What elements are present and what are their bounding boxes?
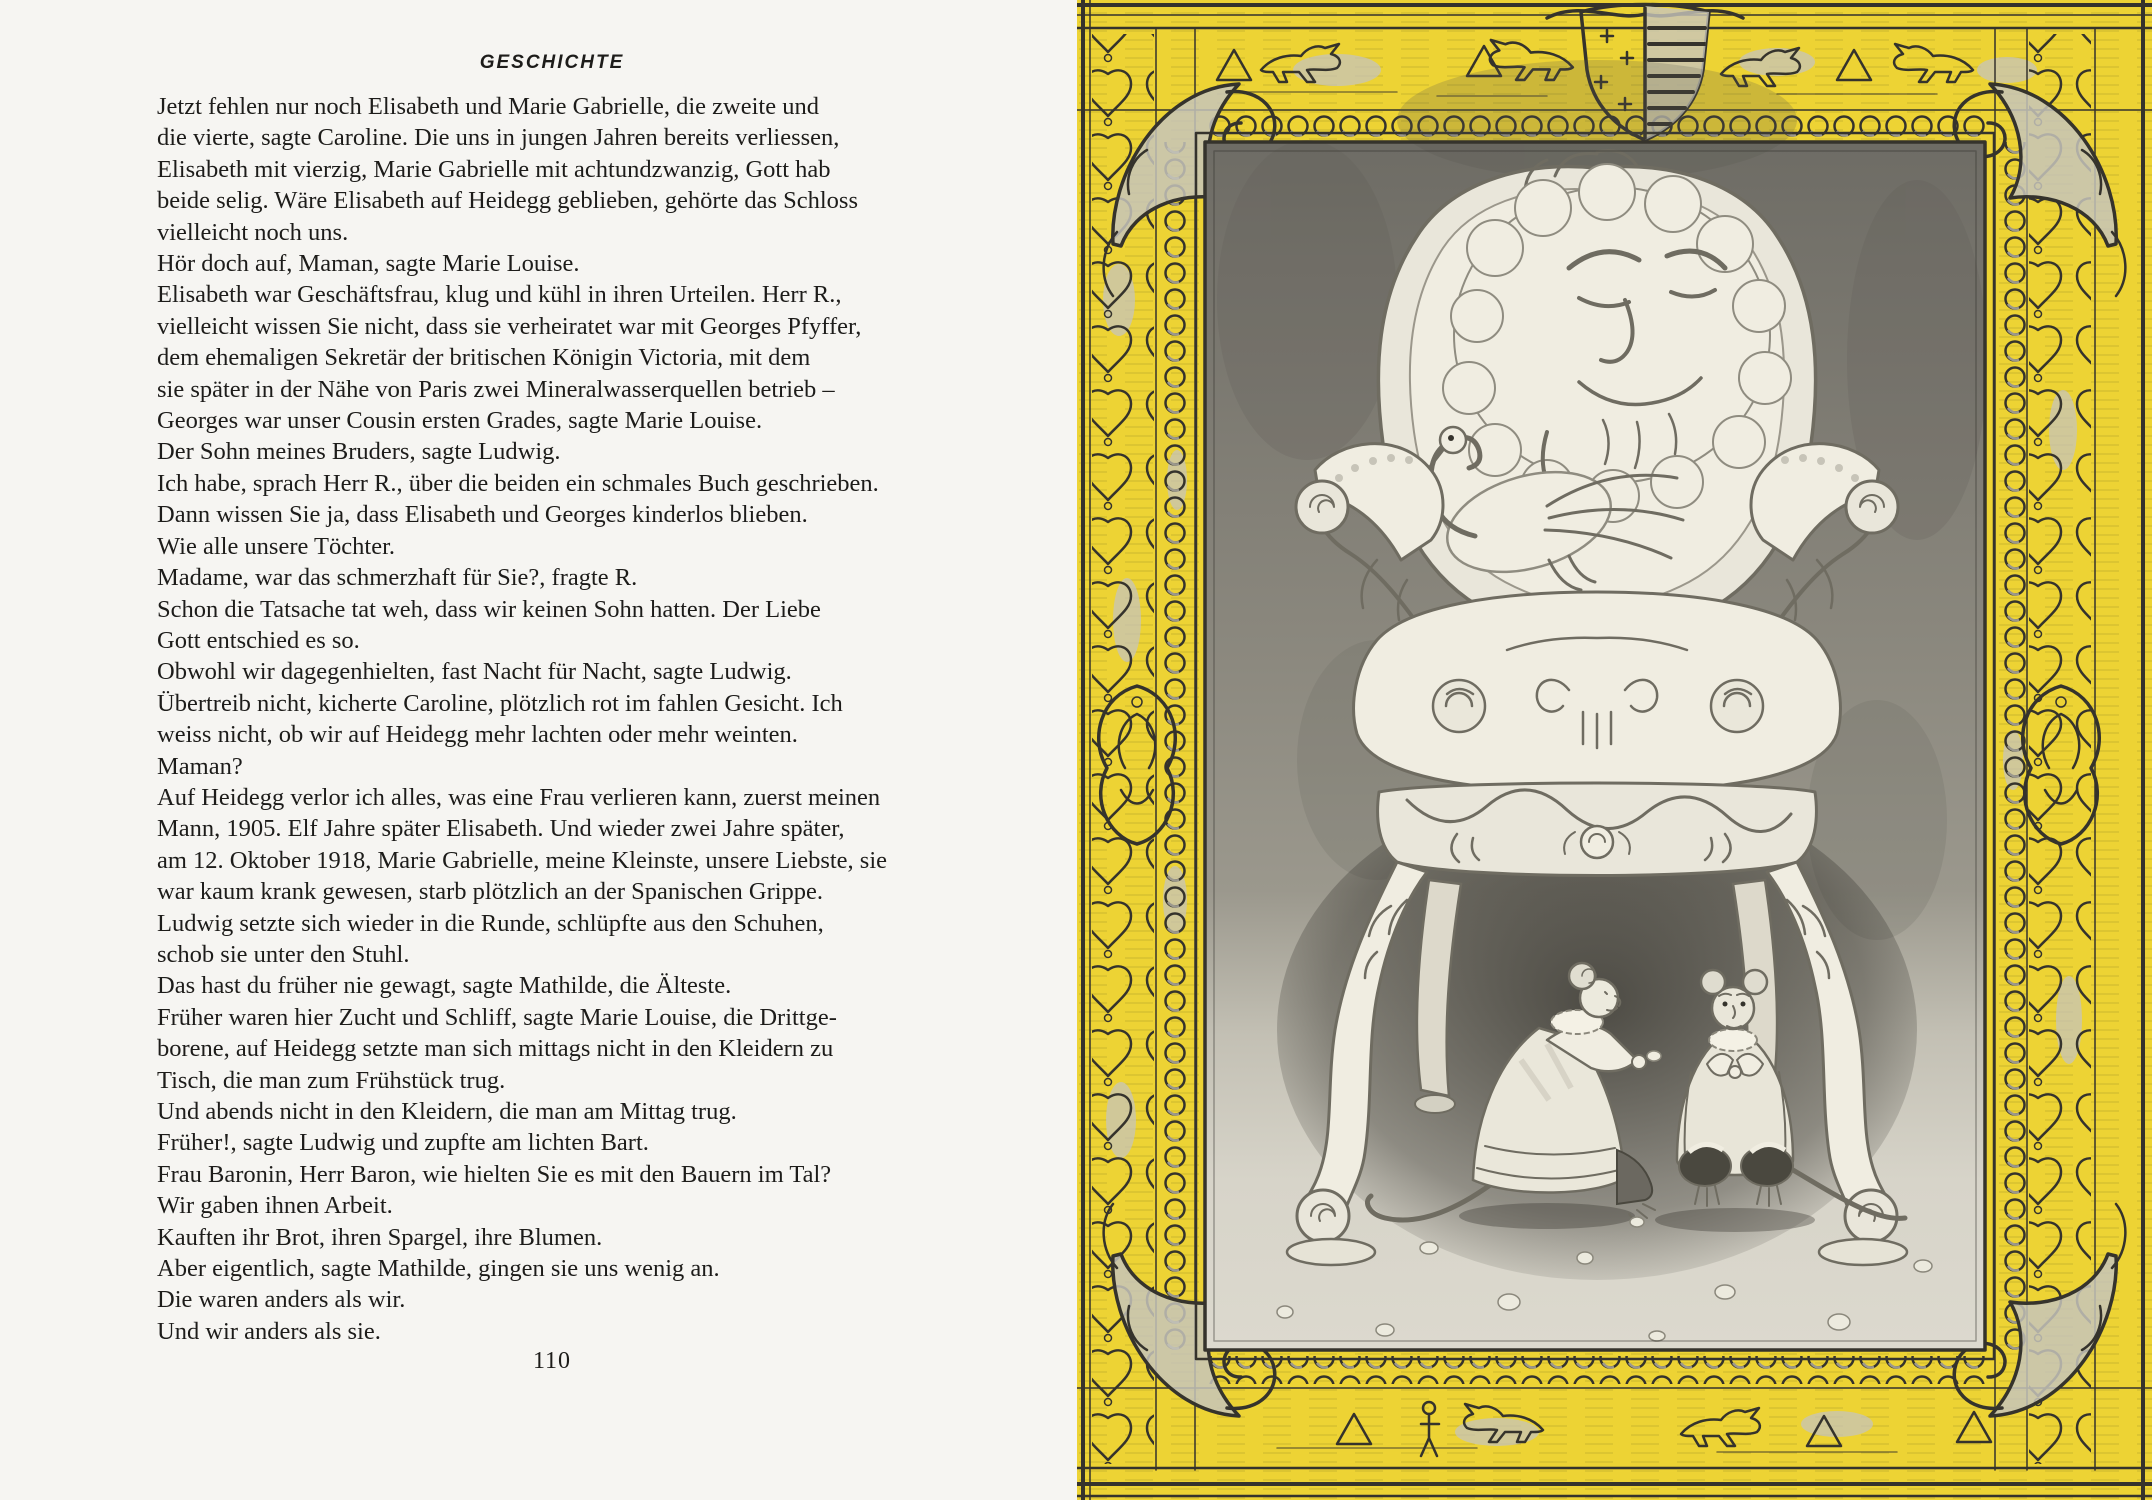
apron-garland: [1378, 783, 1817, 876]
seat-cushion: [1354, 592, 1841, 796]
text-line: dem ehemaligen Sekretär der britischen Königin Victoria, mit dem: [157, 344, 811, 372]
armchair-plate: [1077, 0, 2152, 1500]
text-line: Elisabeth mit vierzig, Marie Gabrielle mit achtundzwanzig, Gott hab: [157, 155, 831, 183]
text-line: Übertreib nicht, kicherte Caroline, plötzlich rot im fahlen Gesicht. Ich: [157, 689, 843, 717]
text-line: Dann wissen Sie ja, dass Elisabeth und Georges kinderlos blieben.: [157, 501, 808, 529]
text-line: am 12. Oktober 1918, Marie Gabrielle, meine Kleinste, unsere Liebste, sie: [157, 846, 888, 874]
body-text: [157, 91, 947, 1347]
text-line: Ludwig setzte sich wieder in die Runde, schlüpfte aus den Schuhen,: [157, 909, 824, 937]
right-leaf-band: [2029, 34, 2091, 1464]
text-line: Elisabeth war Geschäftsfrau, klug und kühl in ihren Urteilen. Herr R.,: [157, 281, 842, 309]
text-line: sie später in der Nähe von Paris zwei Mineralwasserquellen betrieb –: [157, 375, 835, 403]
text-line: Maman?: [157, 752, 243, 780]
text-line: Frau Baronin, Herr Baron, wie hielten Sie es mit den Bauern im Tal?: [157, 1160, 832, 1188]
text-line: Schon die Tatsache tat weh, dass wir keinen Sohn hatten. Der Liebe: [157, 595, 821, 623]
text-line: Ich habe, sprach Herr R., über die beiden ein schmales Buch geschrieben.: [157, 469, 879, 497]
text-line: Tisch, die man zum Frühstück trug.: [157, 1066, 506, 1094]
text-line: Madame, war das schmerzhaft für Sie?, fragte R.: [157, 564, 638, 592]
picture-area: [1205, 60, 1987, 1350]
chapter-running-head: GESCHICHTE: [479, 52, 625, 73]
text-line: vielleicht noch uns.: [157, 218, 349, 246]
text-line: Und abends nicht in den Kleidern, die man am Mittag trug.: [157, 1098, 737, 1125]
text-line: war kaum krank gewesen, starb plötzlich an der Spanischen Grippe.: [157, 878, 824, 906]
text-line: Und wir anders als sie.: [157, 1317, 381, 1345]
text-line: Der Sohn meines Bruders, sagte Ludwig.: [157, 438, 561, 466]
text-line: schob sie unter den Stuhl.: [157, 940, 410, 968]
text-line: Wie alle unsere Töchter.: [157, 532, 396, 560]
text-line: Kauften ihr Brot, ihren Spargel, ihre Blumen.: [157, 1223, 603, 1251]
text-line: Hör doch auf, Maman, sagte Marie Louise.: [157, 250, 580, 278]
text-line: Früher!, sagte Ludwig und zupfte am lichten Bart.: [157, 1129, 649, 1157]
text-line: vielleicht wissen Sie nicht, dass sie verheiratet war mit Georges Pfyffer,: [157, 312, 862, 340]
text-line: Früher waren hier Zucht und Schliff, sagte Marie Louise, die Drittge-: [157, 1003, 837, 1031]
page-number: 110: [532, 1348, 572, 1374]
text-line: Jetzt fehlen nur noch Elisabeth und Marie Gabrielle, die zweite und: [157, 93, 819, 120]
text-line: Das hast du früher nie gewagt, sagte Mathilde, die Älteste.: [157, 972, 732, 1000]
right-page-illustration: [1077, 0, 2152, 1500]
text-line: Mann, 1905. Elf Jahre später Elisabeth. Und wieder zwei Jahre später,: [157, 815, 845, 843]
text-line: Wir gaben ihnen Arbeit.: [157, 1192, 393, 1220]
text-line: Georges war unser Cousin ersten Grades, sagte Marie Louise.: [157, 407, 763, 435]
text-line: Die waren anders als wir.: [157, 1286, 406, 1314]
text-line: die vierte, sagte Caroline. Die uns in jungen Jahren bereits verliessen,: [157, 124, 840, 152]
text-line: weiss nicht, ob wir auf Heidegg mehr lachten oder mehr weinten.: [157, 721, 798, 749]
text-line: Aber eigentlich, sagte Mathilde, gingen sie uns wenig an.: [157, 1255, 720, 1283]
text-line: Obwohl wir dagegenhielten, fast Nacht für Nacht, sagte Ludwig.: [157, 658, 792, 686]
text-line: Auf Heidegg verlor ich alles, was eine Frau verlieren kann, zuerst meinen: [157, 783, 881, 811]
text-line: Gott entschied es so.: [157, 626, 360, 654]
text-line: beide selig. Wäre Elisabeth auf Heidegg geblieben, gehörte das Schloss: [157, 187, 858, 215]
text-line: borene, auf Heidegg setzte man sich mittags nicht in den Kleidern zu: [157, 1035, 834, 1063]
